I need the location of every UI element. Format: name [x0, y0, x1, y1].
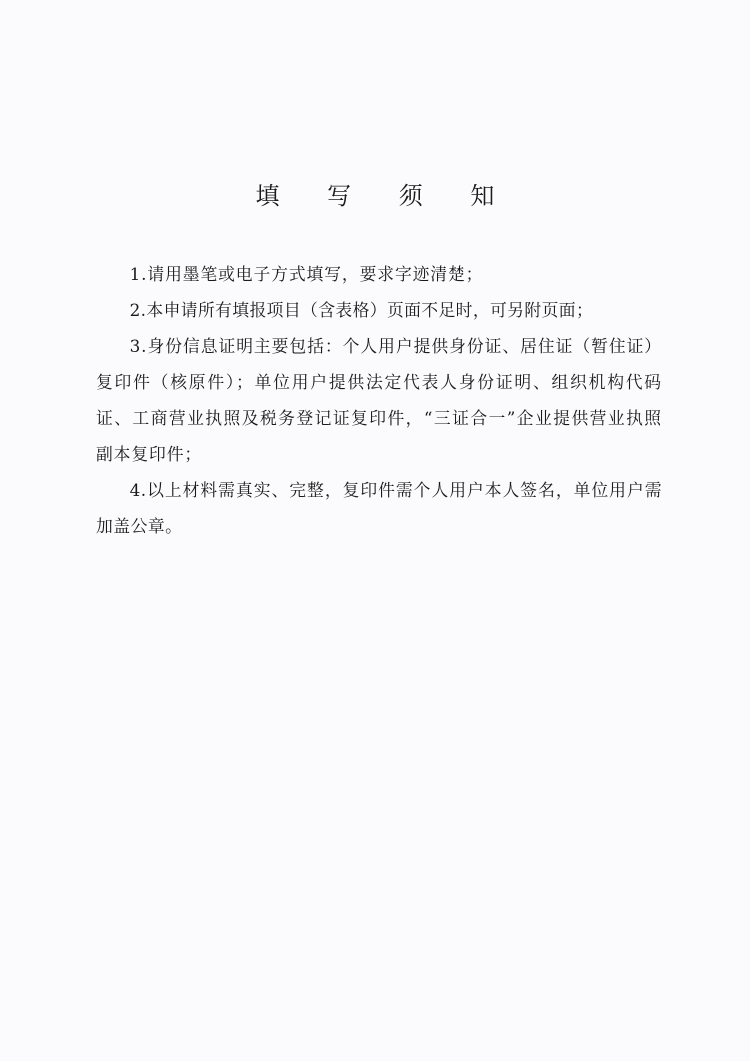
instructions-list [96, 256, 662, 544]
instruction-item-3: 3.身份信息证明主要包括：个人用户提供身份证、居住证（暂住证）复印件（核原件）；单位用户提供法定代表人身份证明、组织机构代码证、工商营业执照及税务登记证复印件，“三证合一”企业提供营业执照副本复印件； [96, 336, 662, 464]
instruction-item-1: 1.请用墨笔或电子方式填写，要求字迹清楚； [129, 264, 484, 284]
instruction-item-2: 2.本申请所有填报项目（含表格）页面不足时，可另附页面； [129, 300, 594, 320]
document-title: 填 写 须 知 [255, 182, 515, 210]
instruction-item-4: 4.以上材料需真实、完整，复印件需个人用户本人签名，单位用户需加盖公章。 [96, 480, 662, 536]
